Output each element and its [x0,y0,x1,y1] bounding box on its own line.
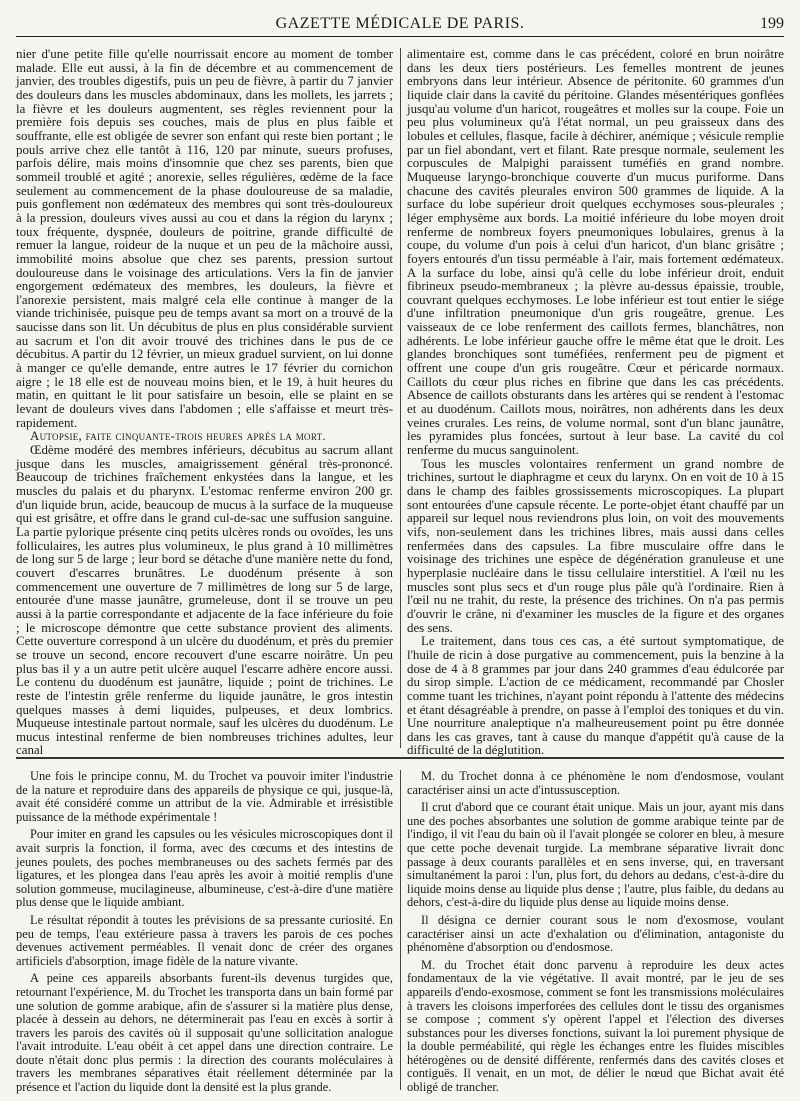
journal-title: GAZETTE MÉDICALE DE PARIS. [275,15,525,32]
section-heading-autopsie: Autopsie, faite cinquante-trois heures après la mort. [30,429,326,444]
page-number: 199 [760,15,784,32]
page-header [16,12,784,37]
feuilleton-article [16,769,784,1095]
paragraph: nier d'une petite fille qu'elle nourrissait encore au moment de tomber malade. Elle eut aussi, à la fin de décembre et au commencement de janvier, des troubles digestifs, puis un peu de fièvre, à partir du 7 janvier des douleurs dans les muscles abdominaux, dans les mollets, les jarrets ; la fièvre et les douleurs augmentent, ses règles reviennent pour la première fois depuis ses couches, mais de plus en plus faible et souffrante, elle est obligée de sevrer son enfant qui reste bien portant ; le pouls arrive chez elle tantôt à 116, 120 par minute, sueurs profuses, parfois délire, mais moins d'insomnie que chez ses parents, bien que sommeil troublé et agité ; anorexie, selles régulières, œdème de la face seulement au commencement de la phase douloureuse de sa maladie, puis gonflement non œdémateux des membres qui sont très-douloureux à la pression, douleurs vives aussi au cou et dans la région du larynx ; toux fréquente, dyspnée, douleurs de poitrine, grande difficulté de remuer la langue, roideur de la nuque et un peu de la mâchoire aussi, immobilité moins absolue que chez ses parents, pression surtout douloureuse dans le voisinage des articulations. Vers la fin de janvier engorgement œdémateux des membres, les douleurs, la fièvre et l'anorexie persistent, mais malgré cela elle continue à manger de la viande trichinisée, puisque peu de temps avant sa mort on a trouvé de la saucisse dans son lit. Un décubitus de plus en plus considérable survient au sacrum et l'on dit avoir trouvé des trichines dans le pus de ce décubitus. A partir du 12 février, un mieux graduel survient, on lui donne à manger ce qu'elle demande, entre autres le 17 février du cornichon aigre ; le 18 elle est de nouveau moins bien, et le 19, à huit heures du matin, en quittant le lit pour satisfaire un besoin, elle se plaint en se levant de douleurs vives dans l'abdomen ; elle s'affaisse et meurt très-rapidement. [16,47,393,430]
bottom-right-column [407,769,784,1095]
bottom-left-column [16,769,393,1095]
paragraph: Pour imiter en grand les capsules ou les vésicules microscopiques dont il avait surpris la fonction, il forma, avec des cœcums et des intestins de jeunes poulets, des poches membraneuses ou des sachets fermés par des ligatures, et les plongea dans l'eau après les avoir à moitié remplis d'une solution gommeuse, mucilagineuse, albumineuse, c'est-à-dire d'une matière plus dense que le liquide ambiant. [16,827,393,910]
top-article [16,47,784,758]
paragraph: M. du Trochet donna à ce phénomène le nom d'endosmose, voulant caractériser ainsi un acte d'intussusception. [407,769,784,797]
paragraph: Il désigna ce dernier courant sous le nom d'exosmose, voulant caractériser ainsi un acte d'exhalation ou d'élimination, antagoniste du phénomène d'absorption ou d'endosmose. [407,912,784,955]
paragraph: Une fois le principe connu, M. du Trochet va pouvoir imiter l'industrie de la nature et reproduire dans des appareils de physique ce qui, jusque-là, avait été considéré comme un attribut de la vie. Admirable et irrésistible puissance de la méthode expérimentale ! [16,769,393,824]
paragraph: Il crut d'abord que ce courant était unique. Mais un jour, ayant mis dans une des poches absorbantes une solution de gomme arabique teinte par de l'indigo, il vit l'eau du bain où il l'avait plongée se colorer en bleu, à mesure que cette poche devenait turgide. La membrane séparative livrait donc passage à deux courants parallèles et en sens inverse, qui, en traversant simultanément la paroi : l'un, plus fort, du dehors au dedans, c'est-à-dire du liquide moins dense au liquide plus dense ; l'autre, plus faible, du dedans au dehors, c'est-à-dire du liquide plus dense au liquide moins dense. [407,800,784,910]
paragraph: alimentaire est, comme dans le cas précédent, coloré en brun noirâtre dans les deux tiers postérieurs. Les femelles montrent de jeunes embryons dans leur intérieur. Absence de péritonite. 60 grammes d'un liquide clair dans la cavité du péritoine. Glandes mésentériques gonflées jusqu'au volume d'un haricot, rougeâtres et molles sur la coupe. Foie un peu plus volumineux qu'à l'état normal, un peu graisseux dans des lobules et cellules, flasque, facile à déchirer, anémique ; vésicule remplie par un fiel abondant, vert et filant. Rate presque normale, seulement les corpuscules de Malpighi paraissent tuméfiés en grand nombre. Muqueuse laryngo-bronchique couverte d'un mucus puriforme. Dans chacune des cavités pleurales environ 500 grammes de liquide. A la surface du lobe supérieur droit quelques ecchymoses sous-pleurales ; léger emphysème aux bords. La moitié inférieure du lobe moyen droit renferme de nombreux foyers pneumoniques lobulaires, grenus à la coupe, du volume d'un pois à celui d'un haricot, d'un blanc grisâtre ; foyers entourés d'un tissu perméable à l'air, mais fortement œdémateux. A la surface du lobe, ainsi qu'à celle du lobe inférieur droit, enduit fibrineux pseudo-membraneux ; la plèvre au-dessus épaissie, trouble, couvrant quelques ecchymoses. Le lobe inférieur est tout entier le siége d'une infiltration pneumonique d'un gris rougeâtre, grenue. Les vaisseaux de ce lobe renferment des caillots fermes, blanchâtres, non adhérents. Le lobe inférieur gauche offre le même état que le droit. Les glandes bronchiques sont tuméfiées, renferment peu de pigment et offrent une coupe d'un gris rougeâtre. Cœur et péricarde normaux. Caillots du cœur plus riches en fibrine que dans les cas précédents. Absence de caillots obsturants dans les artères qui se rendent à l'estomac et au duodénum. Caillots mous, noirâtres, non adhérents dans les deux veines crurales. Les reins, de volume normal, sont d'un blanc jaunâtre, les pyramides plus foncées, surtout à leur base. La cavité du col renferme du mucus sanguinolent. [407,47,784,458]
paragraph: Tous les muscles volontaires renferment un grand nombre de trichines, surtout le diaphragme et ceux du larynx. On en voit de 10 à 15 dans le champ des faibles grossissements microscopiques. La plupart sont entourées d'une capsule récente. Le porte-objet étant chauffé par un appareil sur lequel nous reviendrons plus loin, on voit des mouvements vifs, non-seulement dans les trichines libres, mais aussi dans celles renfermées dans des capsules. La fibre musculaire offre dans le voisinage des trichines une espèce de dégénération granuleuse et une hyperplasie nucléaire dans le tissu cellulaire interstitiel. A l'œil nu les muscles sont plus secs et d'un rouge plus pâle qu'à l'ordinaire. Rien à l'œil nu ne trahit, du reste, la présence des trichines. On n'a pas permis d'ouvrir le crâne, ni d'examiner les muscles de la figure et des organes des sens. [407,456,784,635]
section-separator [16,757,784,759]
paragraph: Le traitement, dans tous ces cas, a été surtout symptomatique, de l'huile de ricin à dose purgative au commencement, puis la benzine à la dose de 4 à 8 grammes par jour dans 240 grammes d'eau édulcorée par du sirop simple. L'action de ce médicament, recommandé par Chosler comme tuant les trichines, n'ayant point répondu à l'attente des médecins et étant désagréable à prendre, on passe à l'emploi des toniques et du vin. Une nourriture analeptique n'a malheureusement point pu être donnée dans les cas graves, tant à cause du manque d'appétit qu'à cause de la difficulté de la déglutition. [407,634,784,758]
paragraph: Œdème modéré des membres inférieurs, décubitus au sacrum allant jusque dans les muscles, amaigrissement général très-prononcé. Beaucoup de trichines fraîchement enkystées dans la langue, et les muscles du palais et du pharynx. L'estomac renferme environ 200 gr. d'un liquide brun, acide, beaucoup de mucus à la surface de la muqueuse qui est grisâtre, et offre dans le grand cul-de-sac une suffusion sanguine. La partie pylorique présente cinq petits ulcères ronds ou ovoïdes, les uns folliculaires, les autres plus volumineux, le plus grand à 10 millimètres de long sur 5 de large ; leur bord se détache d'une manière nette du fond, couvert d'escarres brunâtres. Le duodénum présente à son commencement une ouverture de 7 millimètres de long sur 5 de large, entourée d'une masse jaunâtre, grumeleuse, dont il se trouve un peu aussi à la partie correspondante et adjacente de la face inférieure du foie ; le microscope démontre que cette substance provient des aliments. Cette ouverture correspond à un ulcère du duodénum, et près du premier se trouve un second, encore recouvert d'une escarre noirâtre. Un peu plus bas il y a un autre petit ulcère auquel l'escarre adhère encore aussi. Le contenu du duodénum est jaunâtre, liquide ; point de trichines. Le reste de l'intestin grêle renferme du liquide jaunâtre, le gros intestin quelques masses à demi liquides, pulpeuses, et deux lombrics. Muqueuse intestinale partout normale, sauf les ulcères du duodénum. Le mucus intestinal renferme de bien nombreuses trichines adultes, leur canal [16,443,393,758]
top-right-column [407,47,784,758]
paragraph: Le résultat répondit à toutes les prévisions de sa pressante curiosité. En peu de temps, l'eau extérieure passa à travers les parois de ces poches devenues activement perméables. Il venait donc de créer des organes artificiels d'absorption, image fidèle de la nature vivante. [16,912,393,968]
paragraph: M. du Trochet était donc parvenu à reproduire les deux actes fondamentaux de la vie végétative. Il avait montré, par le jeu de ses appareils d'endo-exosmose, comment se font les transmissions moléculaires à travers les cloisons imperforées des cellules dont le tissu des organismes se compose ; comment s'y opèrent l'appel et l'élection des diverses substances pour les diverses fonctions, suivant la loi purement physique de la double perméabilité, qui règle les échanges entre les fluides miscibles hétérogènes ou de densité différente, renfermés dans des cavités closes et contiguës. Il venait, en un mot, de délier le nœud que Bichat avait été obligé de trancher. [407,957,784,1095]
paragraph: A peine ces appareils absorbants furent-ils devenus turgides que, retournant l'expérience, M. du Trochet les transporta dans un bain formé par une solution de gomme arabique, afin de s'assurer si la matière plus dense, placée à dessein au dehors, ne déterminerait pas l'eau en excès à sortir à travers les parois des cavités où il supposait qu'une sollicitation analogue l'avait introduite. L'eau obéit à cet appel dans une direction contraire. Le doute n'était donc plus permis : la direction des courants moléculaires à travers les membranes séparatives était réellement déterminée par la présence et l'action du liquide dont la densité est la plus grande. [16,971,393,1095]
top-left-column [16,47,393,758]
